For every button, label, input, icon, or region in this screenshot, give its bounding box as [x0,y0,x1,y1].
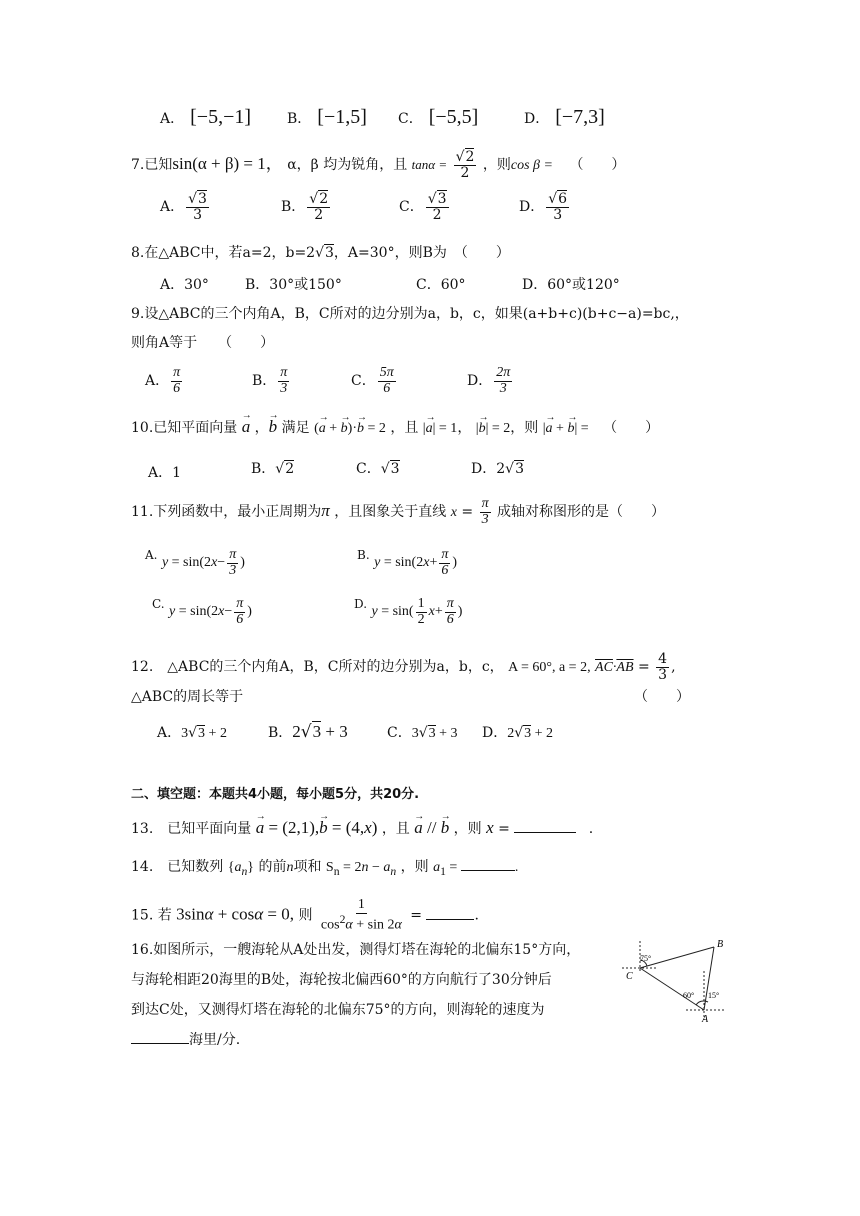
question-16-line-4: 海里/分. [131,1030,240,1050]
question-9-line-2: 则角A等于 （ ） [131,335,275,351]
question-10: 10.已知平面向量 → a ，→ b 满足 (→ a + → b)·→ b = 2 ，且 |→ a| = 1， |→ b| = 2，则 |→ a + → b| = （ ） [131,417,659,439]
segment-ab [704,947,714,1010]
arc-60 [696,1001,704,1005]
question-16-line-2: 与海轮相距20海里的B处，海轮按北偏西60°的方向航行了30分钟后 [131,972,552,988]
question-12-paren: （ ） [634,689,690,705]
q8-option-d: D．60°或120° [522,277,620,293]
fraction: $\frac{√2}{2}$ [455,149,475,181]
q11-option-b: B. y = sin(2x+ $\frac{\pi}{6}$ ) [357,547,458,578]
q9-option-c: C． $\frac{5\pi}{6}$ [351,365,394,396]
q8-option-c: C．60° [416,277,466,293]
q10-option-b: B．√2 [251,461,295,477]
question-8: 8.在△ABC中，若a=2，b=2√3，A=30°，则B为 （ ） [131,245,510,261]
section-2-heading: 二、填空题：本题共4小题，每小题5分，共20分. [131,787,420,802]
navigation-diagram [616,935,736,1025]
q7-option-d: D． $\frac{√6}{3}$ [519,191,568,223]
q9-option-b: B． $\frac{\pi}{3}$ [252,365,288,396]
label-b: B [717,939,724,950]
q11-option-a: A. y = sin(2x− $\frac{\pi}{3}$ ) [145,547,245,578]
label-60: 60° [683,991,695,1000]
q6-option-d: D． [−7,3] [524,106,605,128]
question-16-line-3: 到达C处，又测得灯塔在海轮的北偏东75°的方向，则海轮的速度为 [131,1002,545,1018]
q6-option-b: B． [−1,5] [287,106,367,128]
q10-option-d: D．2√3 [471,461,524,477]
question-15: 15. 若 3sinα + cosα = 0, 则 $\frac{1}{\cos^2\alpha + \sin 2\alpha}$ = . [131,897,479,933]
question-7: 7.已知sin(α + β) = 1， α，β 均为锐角，且 tanα = $\frac{√2}{2}$ ，则cos β = （ ） [131,149,626,181]
q7-option-c: C． $\frac{√3}{2}$ [399,191,447,223]
question-12-line-2: △ABC的周长等于 [131,689,244,705]
q9-option-a: A． $\frac{\pi}{6}$ [145,365,181,396]
question-9-line-1: 9.设△ABC的三个内角A，B，C所对的边分别为a，b，c，如果(a+b+c)(b+c−a)=bc,， [131,306,689,322]
arc-15 [704,1001,708,1002]
q11-option-d: D. y = sin( $\frac{1}{2}$ x+ $\frac{\pi}{6}$ ) [354,596,463,627]
q7-option-b: B． $\frac{√2}{2}$ [281,191,329,223]
q8-option-a: A．30° [160,277,209,293]
question-13: 13. 已知平面向量 → a = (2,1),→ b = (4,x) ，且 → a // → b ，则 x = . [131,818,593,839]
q6-option-c: C． [−5,5] [398,106,479,128]
label-c: C [626,971,633,982]
label-a: A [702,1014,709,1025]
q10-option-a: A．1 [148,465,182,481]
question-12: 12. △ABC的三个内角A，B，C所对的边分别为a，b，c， A = 60°, a = 2, $\overline{AC}\cdot\overline{AB}$ = $\frac{4}{3}$ , [131,651,676,683]
question-11: 11.下列函数中，最小正周期为π ，且图象关于直线 x = $\frac{\pi}{3}$ 成轴对称图形的是（ ） [131,496,666,527]
q12-option-b: B．2√3 + 3 [268,722,348,742]
q6-option-a: A． [−5,−1] [160,106,252,128]
question-14: 14. 已知数列 $\{a_n\}$ 的前n项和 $S_n = 2n - a_n$ ，则 $a_1$ = . [131,859,519,878]
q12-option-c: C．3√3 + 3 [387,725,458,741]
q9-option-d: D． $\frac{2\pi}{3}$ [467,365,511,396]
q11-option-c: C. y = sin(2x− $\frac{\pi}{6}$ ) [152,596,252,627]
q8-option-b: B．30°或150° [245,277,342,293]
q10-option-c: C．√3 [356,461,400,477]
label-15: 15° [708,991,720,1000]
q7-option-a: A． $\frac{√3}{3}$ [160,191,207,223]
segment-ca [640,968,704,1010]
question-16-line-1: 16.如图所示，一艘海轮从A处出发，测得灯塔在海轮的北偏东15°方向， [131,942,581,958]
label-75: 75° [640,954,652,963]
q12-option-a: A．3√3 + 2 [157,725,227,741]
q12-option-d: D．2√3 + 2 [482,725,554,741]
